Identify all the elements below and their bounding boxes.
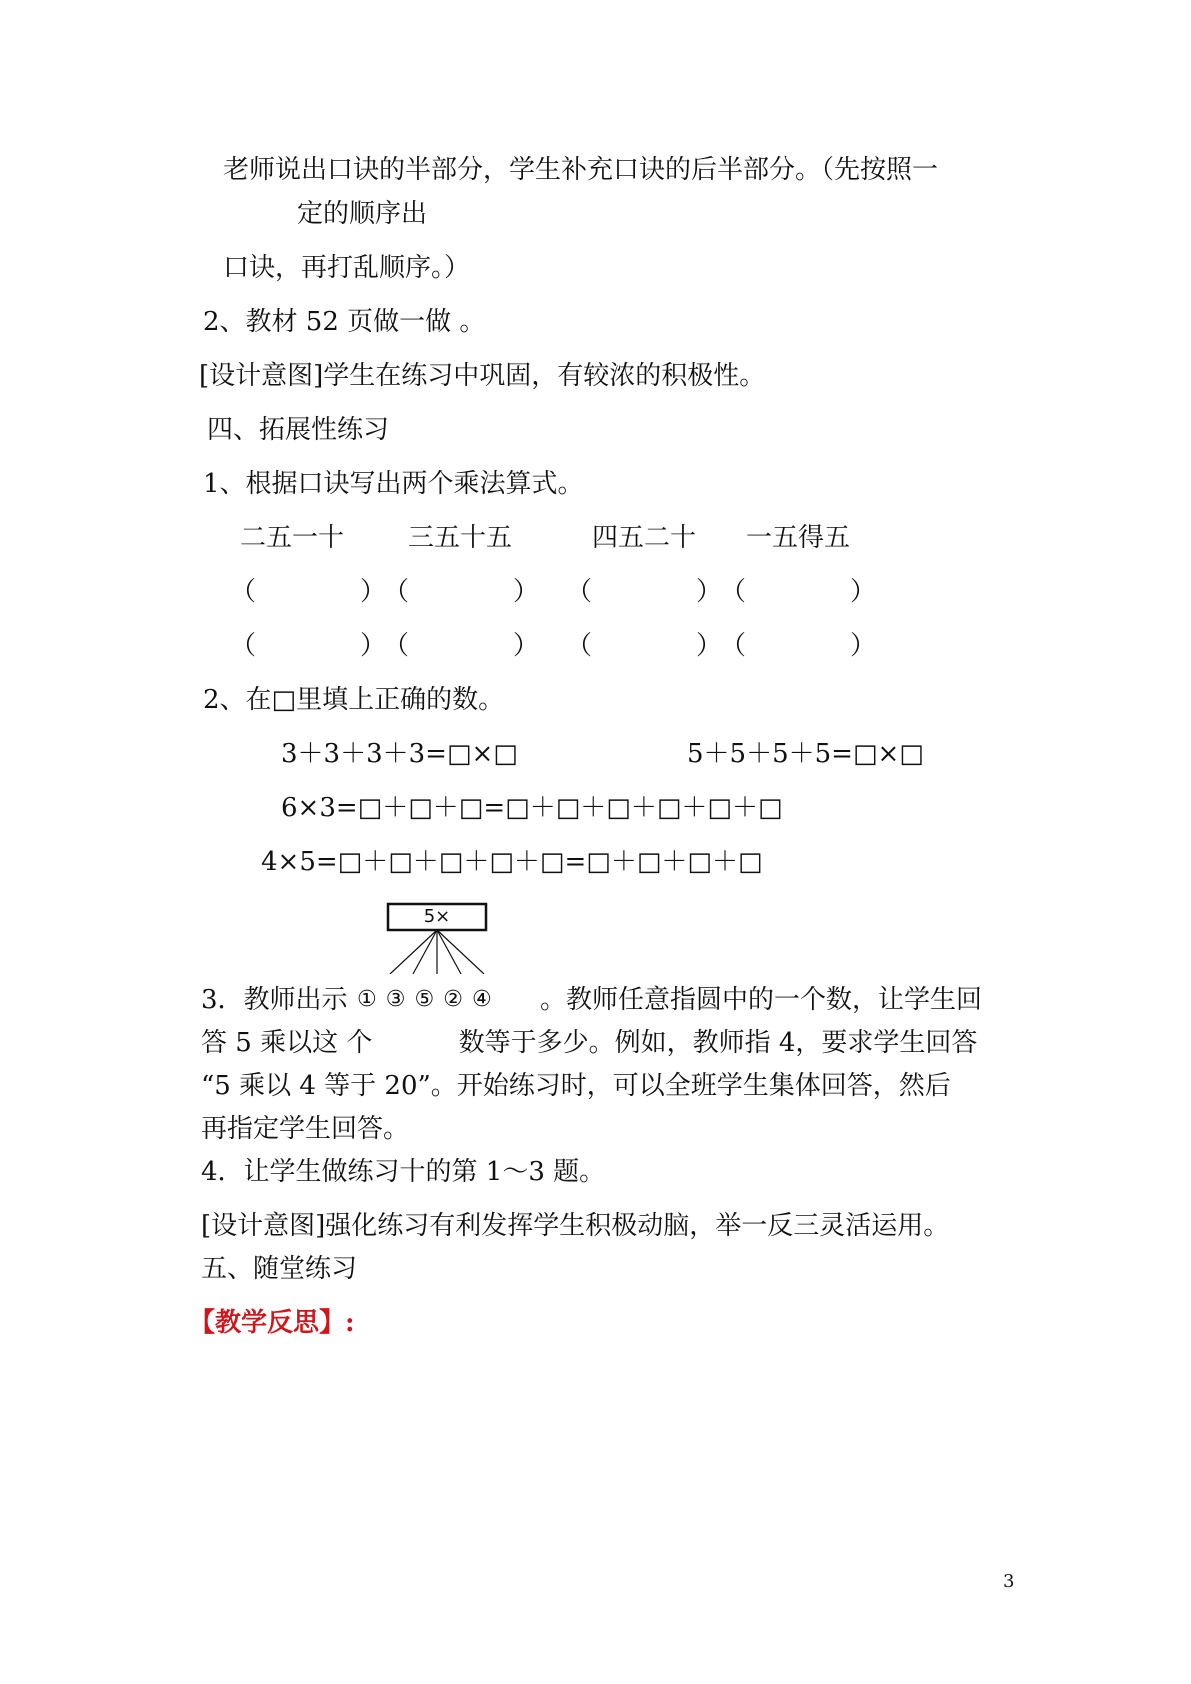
- answer-blank: （ ）: [720, 577, 877, 607]
- exercise-title: 2、在□里填上正确的数。: [203, 685, 505, 715]
- design-intent: [设计意图]学生在练习中巩固，有较浓的积极性。: [199, 361, 766, 391]
- equation: 5＋5＋5＋5=□×□: [687, 739, 924, 769]
- circled-number: ④: [471, 987, 493, 1012]
- rhyme-item: 二五一十: [240, 523, 345, 553]
- equation: 6×3=□＋□＋□=□＋□＋□＋□＋□＋□: [281, 793, 783, 823]
- text-line: 2、教材 52 页做一做 。: [203, 307, 486, 337]
- text-line: 定的顺序出: [297, 199, 428, 229]
- exercise-title: 1、根据口诀写出两个乘法算式。: [203, 469, 584, 499]
- answer-blank: （ ）: [230, 577, 387, 607]
- text-line: 3．教师出示: [201, 985, 348, 1015]
- circled-number: ③: [385, 987, 407, 1012]
- answer-blank: （ ）: [720, 631, 877, 661]
- circled-numbers: [357, 983, 493, 1017]
- design-intent: [设计意图]强化练习有利发挥学生积极动脑，举一反三灵活运用。: [201, 1211, 950, 1241]
- diagram-box-label: 5×: [423, 906, 451, 927]
- text-line: 。教师任意指圆中的一个数，让学生回: [540, 985, 983, 1015]
- section-heading: 四、拓展性练习: [207, 415, 390, 445]
- page-number: 3: [1003, 1571, 1015, 1592]
- text-line: 4．让学生做练习十的第 1～3 题。: [201, 1157, 606, 1187]
- text-line: “5 乘以 4 等于 20”。开始练习时，可以全班学生集体回答，然后: [201, 1071, 951, 1101]
- circled-number: ①: [357, 987, 378, 1012]
- equation: 4×5=□＋□＋□＋□＋□=□＋□＋□＋□: [261, 847, 763, 877]
- circled-number: ②: [443, 987, 464, 1012]
- text-line: 再指定学生回答。: [201, 1114, 410, 1144]
- teaching-reflection-heading: 【教学反思】:: [189, 1308, 355, 1338]
- section-heading: 五、随堂练习: [201, 1254, 358, 1284]
- rhyme-item: 一五得五: [746, 523, 851, 553]
- answer-blank: （ ）: [383, 631, 540, 661]
- text-line: 老师说出口诀的半部分，学生补充口诀的后半部分。（先按照一: [223, 155, 939, 185]
- text-line: 答 5 乘以这 个 数等于多少。例如，教师指 4，要求学生回答: [201, 1028, 978, 1058]
- circled-number: ⑤: [414, 987, 436, 1012]
- equation: 3＋3＋3＋3=□×□: [281, 739, 518, 769]
- rhyme-item: 四五二十: [592, 523, 697, 553]
- answer-blank: （ ）: [383, 577, 540, 607]
- answer-blank: （ ）: [566, 577, 723, 607]
- answer-blank: （ ）: [566, 631, 723, 661]
- answer-blank: （ ）: [230, 631, 387, 661]
- text-line: 口诀，再打乱顺序。）: [223, 253, 471, 283]
- rhyme-item: 三五十五: [408, 523, 513, 553]
